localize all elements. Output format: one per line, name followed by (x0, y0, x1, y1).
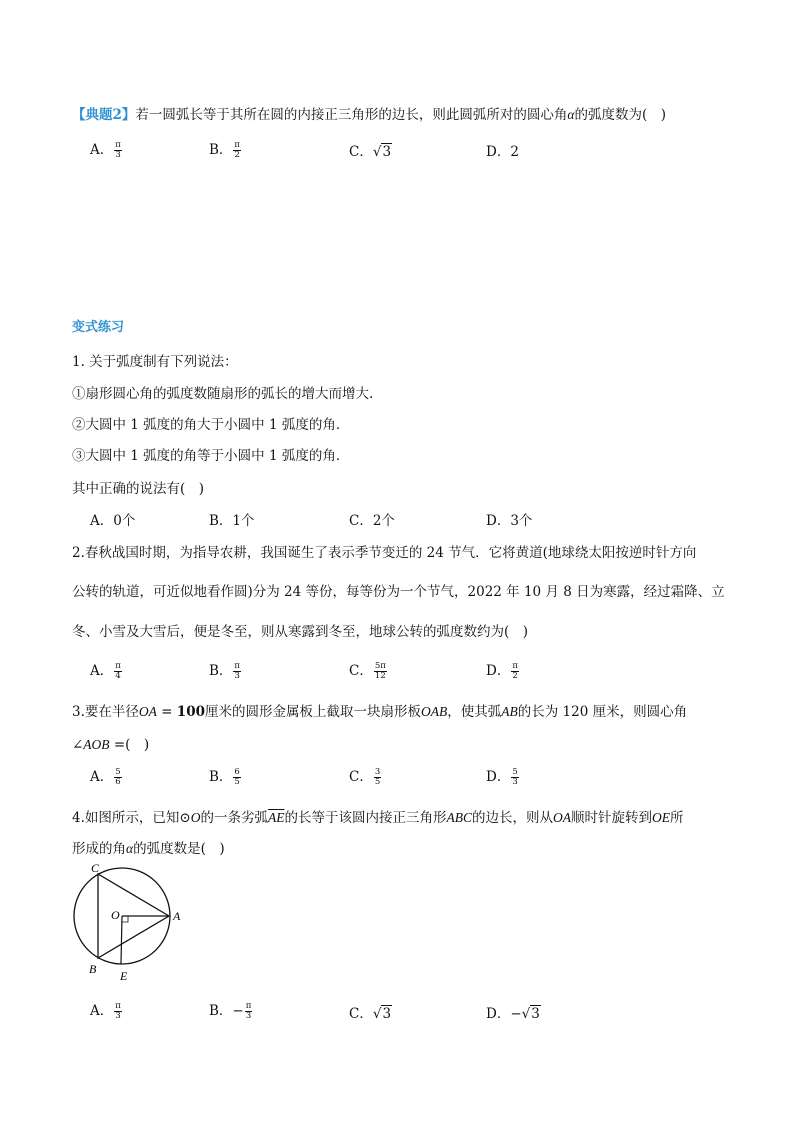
math-var: α (126, 841, 134, 856)
option-label: B． (209, 142, 233, 158)
q3-option-d[interactable] (486, 765, 520, 787)
math-var: ABC (446, 810, 472, 825)
circle-symbol: ⊙ (179, 810, 191, 826)
denominator: 3 (115, 1011, 121, 1021)
question-text: 若一圆弧长等于其所在圆的内接正三角形的边长，则此圆弧所对的圆心角 (135, 107, 568, 123)
q1-statement-1: ①扇形圆心角的弧度数随扇形的弧长的增大而增大. (72, 386, 374, 402)
fraction (374, 768, 381, 787)
option-label: A． (90, 1003, 114, 1019)
option-label: C． (349, 769, 373, 785)
q1-option-a[interactable]: A．0个 (90, 513, 136, 529)
denominator: 2 (512, 671, 518, 681)
fraction (374, 662, 387, 681)
denominator: 6 (115, 777, 121, 787)
label-e: E (120, 969, 128, 983)
q3-line-2 (72, 733, 149, 753)
q1-option-d[interactable]: D．3个 (486, 513, 533, 529)
numerator: 6 (234, 767, 240, 777)
numerator: 5 (512, 767, 518, 777)
radicand: 3 (531, 1006, 540, 1022)
text: 厘米的圆形金属板上截取一块扇形板 (204, 704, 421, 720)
q3-option-b[interactable] (209, 765, 242, 787)
segment-oe (121, 916, 122, 964)
text: 的弧度数是( ) (133, 841, 225, 857)
text: ，使其弧 (447, 704, 502, 720)
denominator: 2 (234, 150, 240, 160)
numerator: 5π (374, 661, 386, 671)
fraction (114, 1002, 122, 1021)
denominator: 3 (512, 777, 518, 787)
q1-stem: 1. 关于弧度制有下列说法： (72, 354, 238, 370)
denominator: 3 (245, 1011, 252, 1021)
section-title: 变式练习 (72, 320, 125, 335)
option-label: D． (486, 663, 511, 679)
q3-line-1 (72, 700, 687, 720)
ex2-option-d[interactable] (486, 140, 519, 160)
option-label: A． (90, 769, 114, 785)
text: 的边长，则从 (471, 810, 553, 826)
sqrt-expression: √3 (372, 144, 392, 160)
question-end: 的弧度数为( ) (574, 107, 667, 123)
math-op: = (156, 704, 177, 720)
label-b: B (89, 962, 97, 976)
text: =( ) (109, 737, 150, 753)
denominator: 4 (115, 671, 121, 681)
option-label: B． (209, 769, 233, 785)
sqrt-expression: √3 (521, 1006, 540, 1022)
denominator: 5 (374, 777, 381, 787)
math-var: OA (552, 810, 571, 825)
sqrt-expression: √3 (372, 1006, 392, 1022)
q2-option-c[interactable] (349, 659, 388, 681)
q2-option-b[interactable] (209, 659, 242, 681)
math-var: OE (651, 810, 670, 825)
text: 的长等于该圆内接正三角形 (284, 810, 447, 826)
q1-ask: 其中正确的说法有( ) (72, 481, 205, 497)
radicand: 3 (382, 1006, 392, 1022)
ex2-option-b[interactable] (209, 138, 242, 160)
denominator: 12 (374, 671, 386, 681)
math-number: 100 (176, 704, 205, 720)
option-label: B． (209, 1003, 233, 1019)
q1-option-b[interactable]: B．1个 (209, 513, 255, 529)
q3-option-a[interactable] (90, 765, 123, 787)
option-label: A． (90, 142, 114, 158)
ex2-option-c[interactable] (349, 140, 392, 160)
numerator: π (115, 140, 121, 150)
option-label: D． (486, 1006, 511, 1022)
denominator: 3 (234, 671, 240, 681)
angle-expression: ∠AOB (72, 737, 110, 752)
radicand: 3 (382, 144, 392, 160)
math-var: AB (501, 704, 518, 719)
q2-line-2: 公转的轨道，可近似地看作圆)分为 24 等份，每等份为一个节气，2022 年 10 月 8 日为寒露，经过霜降、立 (72, 584, 725, 600)
numerator: π (512, 661, 518, 671)
q4-line-1 (72, 806, 683, 826)
option-label: C． (349, 144, 373, 160)
minus-sign: − (232, 1003, 244, 1019)
fraction (511, 662, 519, 681)
numerator: π (115, 1001, 121, 1011)
label-o: O (111, 908, 120, 922)
numerator: 5 (115, 767, 121, 777)
q1-statement-2: ②大圆中 1 弧度的角大于小圆中 1 弧度的角． (72, 417, 350, 433)
denominator: 5 (234, 777, 240, 787)
fraction (511, 768, 518, 787)
option-label: A． (90, 663, 114, 679)
option-label: D． (486, 144, 511, 160)
text: 形成的角 (72, 841, 126, 857)
q4-option-b[interactable] (209, 999, 253, 1021)
numerator: π (115, 661, 121, 671)
minus-sign: − (510, 1006, 522, 1022)
text: 顺时针旋转到 (570, 810, 652, 826)
ex2-option-a[interactable] (90, 138, 123, 160)
numerator: 3 (374, 767, 381, 777)
text: 3.要在半径 (72, 704, 139, 720)
numerator: π (245, 1001, 252, 1011)
example-tag: 【典题2】 (72, 107, 136, 123)
q2-option-d[interactable] (486, 659, 520, 681)
right-angle-mark (122, 916, 128, 922)
fraction (245, 1002, 253, 1021)
text: 所 (669, 810, 684, 826)
q4-figure (60, 858, 200, 988)
text: 的长为 120 厘米，则圆心角 (517, 704, 688, 720)
q1-option-c[interactable]: C．2个 (349, 513, 395, 529)
q3-option-c[interactable] (349, 765, 382, 787)
option-label: D． (486, 769, 511, 785)
fraction (114, 768, 121, 787)
math-var: OA (138, 704, 157, 719)
numerator: π (234, 661, 241, 671)
option-label: B． (209, 663, 233, 679)
arc-var: $\overline{AE}$ (267, 810, 285, 825)
option-value: 2 (510, 144, 519, 160)
fraction (233, 768, 240, 787)
fraction (114, 662, 122, 681)
alpha-var: α (567, 107, 575, 122)
denominator: 3 (115, 150, 121, 160)
label-a: A (173, 909, 181, 923)
q4-line-2 (72, 837, 225, 857)
numerator: π (234, 140, 241, 150)
option-label: C． (349, 663, 373, 679)
q2-line-1: 2.春秋战国时期，为指导农耕，我国诞生了表示季节变迁的 24 节气．它将黄道(地球绕太阳按逆时针方向 (72, 545, 697, 561)
math-var: O (190, 810, 201, 825)
q4-option-c[interactable] (349, 1002, 392, 1022)
q1-statement-3: ③大圆中 1 弧度的角等于小圆中 1 弧度的角． (72, 448, 350, 464)
math-var: OAB (420, 704, 448, 719)
text: 的一条劣弧 (200, 810, 268, 826)
example-2-question (72, 103, 666, 123)
q2-line-3: 冬、小雪及大雪后，便是冬至，则从寒露到冬至，地球公转的弧度数约为( ) (72, 624, 529, 640)
option-label: C． (349, 1006, 373, 1022)
fraction (233, 662, 241, 681)
fraction (114, 141, 122, 160)
text: 4.如图所示，已知 (72, 810, 180, 826)
q4-option-d[interactable] (486, 1002, 541, 1022)
label-c: C (91, 861, 100, 875)
q2-option-a[interactable] (90, 659, 123, 681)
q4-option-a[interactable] (90, 999, 123, 1021)
fraction (233, 141, 241, 160)
